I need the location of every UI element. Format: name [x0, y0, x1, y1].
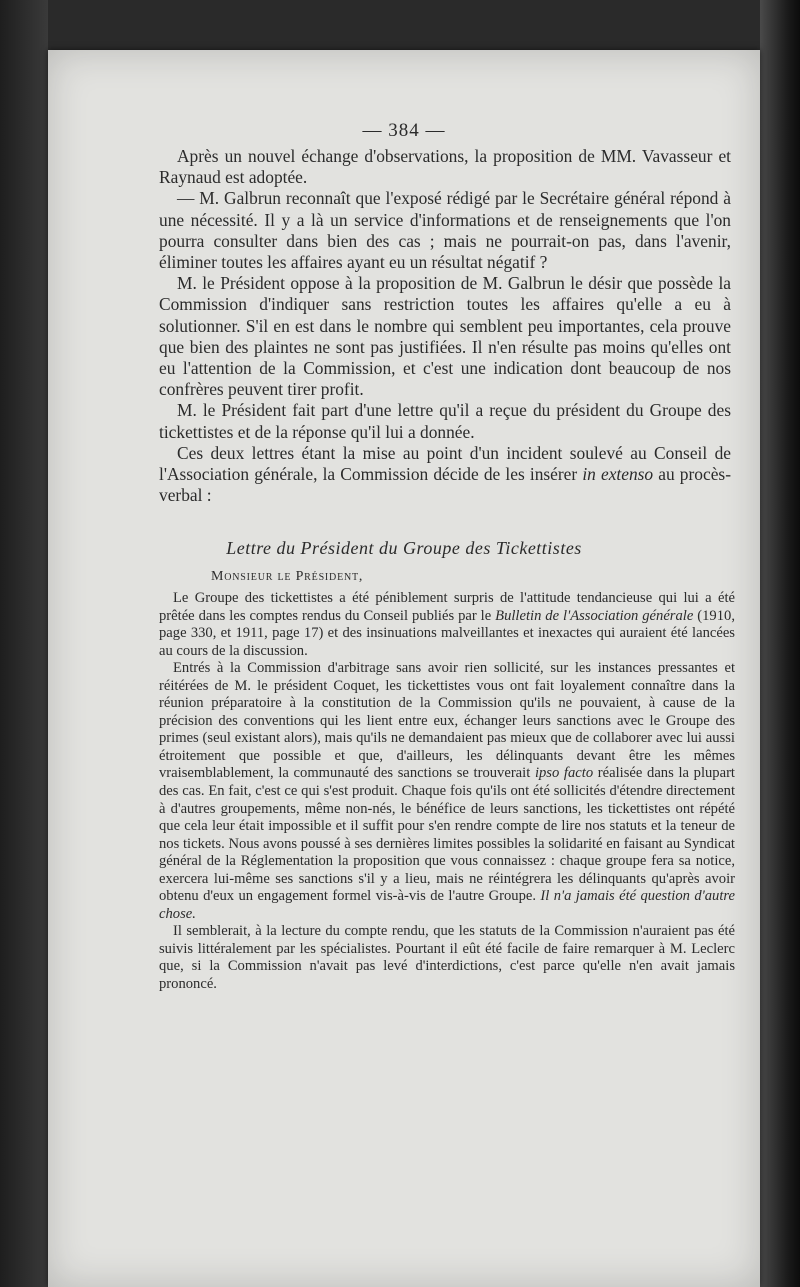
text-segment: au procès-verbal :: [159, 464, 731, 506]
letter-title: Lettre du Président du Groupe des Tickettistes: [226, 538, 582, 558]
paragraph-observations: Après un nouvel échange d'observations, la proposition de MM. Vavasseur et Raynaud est adoptée.: [159, 146, 731, 188]
letter-paragraph-3: Il semblerait, à la lecture du compte rendu, que les statuts de la Commission n'auraient pas été suivis littéralement par les spécialistes. Pourtant il eût été facile de faire remarquer à M. Leclerc que, si la Commission n'avait pas levé d'interdictions, c'est parce qu'elle n'en avait jamais prononcé.: [159, 923, 735, 993]
letter-salutation: Monsieur le Président,: [211, 569, 364, 584]
paragraph-president-lettre: M. le Président fait part d'une lettre qu'il a reçue du président du Groupe des tickettistes et de la réponse qu'il lui a donnée.: [159, 400, 731, 442]
text-segment: réalisée dans la plupart des cas. En fait, c'est ce qui s'est produit. Chaque fois qu'ils ont été sollicités d'étendre directement à d'autres groupements, même non-nés, le bénéfice de leurs sanctions, les tickettistes ont répété que cela leur était impossible et il suffit pour s'en rendre compte de lire nos statuts et la teneur de nos tickets. Nous avons poussé à ses dernières limites possibles la solidarité en faisant au Syndicat général de la Réglementation la proposition que vous connaissez : chaque groupe fera sa notice, exercera lui-même ses sanctions s'il y a lieu, mais ne réintégrera les délinquants qu'après avoir obtenu d'eux un engagement formel vis-à-vis de l'autre Groupe.: [159, 765, 735, 905]
text-segment: Ces deux lettres étant la mise au point d'un incident soulevé au Conseil de l'Association générale, la Commission décide de les insérer: [159, 442, 731, 485]
document-page: [48, 50, 760, 1287]
page-number: — 384 —: [362, 120, 446, 141]
italic-segment: Il n'a jamais été question d'autre chose.: [159, 888, 736, 922]
text-segment: Le Groupe des tickettistes a été péniblement surpris de l'attitude tendancieuse qui lui a été prêtée dans les comptes rendus du Conseil publiés par le: [159, 590, 735, 624]
paragraph-galbrun: — M. Galbrun reconnaît que l'exposé rédigé par le Secrétaire général répond à une nécessité. Il y a là un service d'informations et de renseignements que l'on pourra consulter dans bien des cas ; mais ne pourrait-on pas, dans l'avenir, éliminer toutes les affaires ayant eu un résultat négatif ?: [159, 188, 731, 273]
italic-segment: in extenso: [582, 464, 654, 485]
text-segment: Entrés à la Commission d'arbitrage sans avoir rien sollicité, sur les instances pressantes et réitérées de M. le président Coquet, les tickettistes vous ont fait loyalement connaître dans la réunion préparatoire à la constitution de la Commission qu'ils ne pouvaient, à cause de la précision des conventions qui les lient entre eux, échanger leurs sanctions avec le Groupe des primes (seul existant alors), mais qu'ils ne demandaient pas mieux que de collaborer avec lui aussi étroitement que possible et que, d'ailleurs, les délinquants devant être les mêmes vraisemblablement, la communauté des sanctions se trouverait: [159, 660, 735, 782]
paragraph-deux-lettres: [159, 443, 731, 507]
text-segment: (1910, page 330, et 1911, page 17) et des insinuations malveillantes et inexactes qui auraient été lancées au cours de la discussion.: [159, 607, 735, 659]
paragraph-president-oppose: M. le Président oppose à la proposition de M. Galbrun le désir que possède la Commission d'indiquer sans restriction toutes les affaires qu'elle a eu à solutionner. S'il en est dans le nombre qui semblent peu importantes, cela prouve que bien des plaintes ne sont pas justifiées. Il n'en résulte pas moins qu'elles ont eu l'attention de la Commission, et c'est une indication dont beaucoup de nos confrères peuvent tirer profit.: [159, 273, 731, 400]
italic-segment: ipso facto: [534, 765, 594, 782]
italic-segment: Bulletin de l'Association générale: [495, 607, 694, 624]
letter-body: [159, 590, 735, 994]
minutes-text: [159, 146, 731, 506]
letter-paragraph-2: [159, 660, 735, 923]
scan-backdrop-right: [760, 0, 800, 1287]
letter-paragraph-1: [159, 590, 735, 660]
scan-backdrop-left: [0, 0, 48, 1287]
